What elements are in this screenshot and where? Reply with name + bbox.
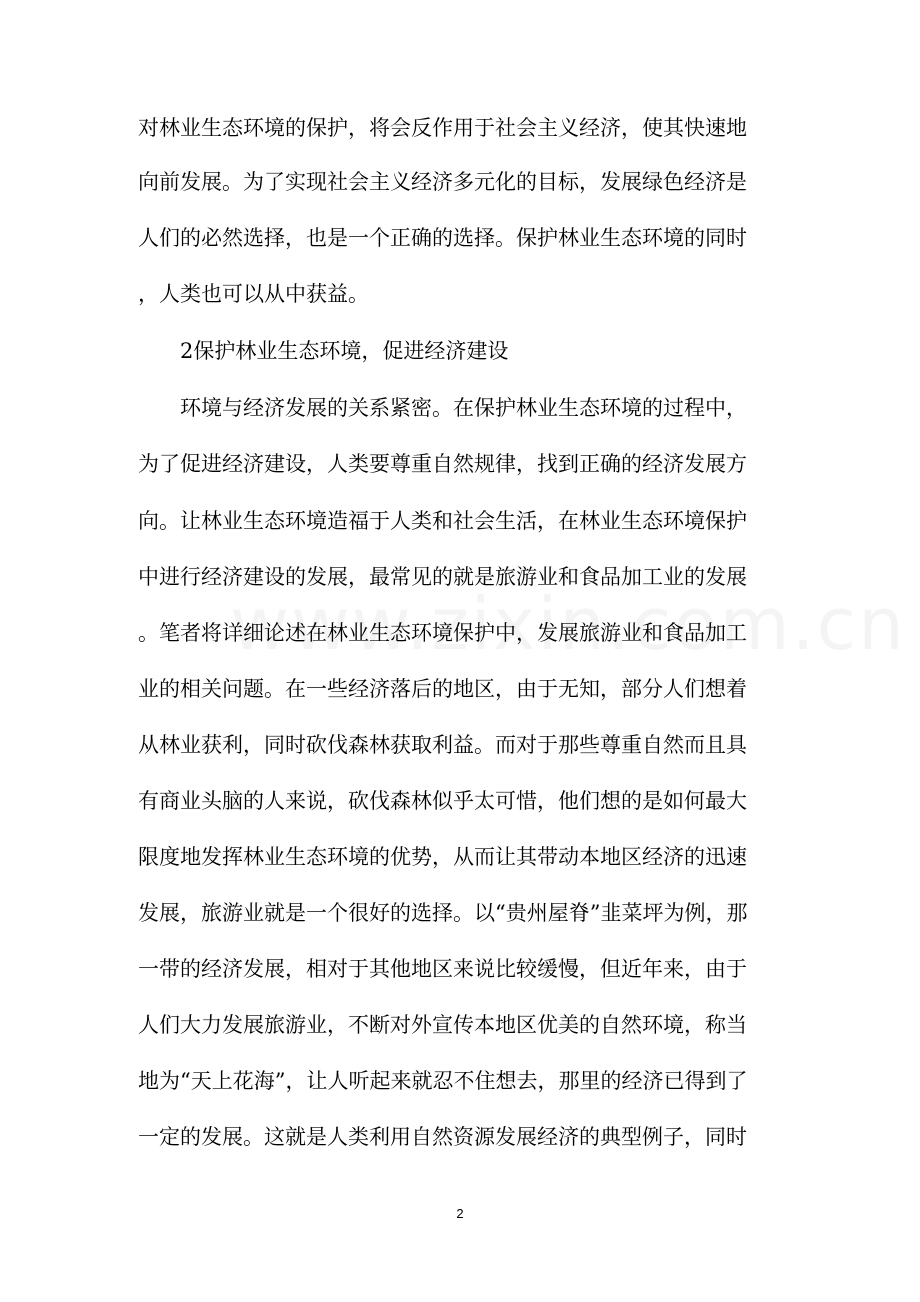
- text-line: 地为“天上花海”，让人听起来就忍不住想去，那里的经济已得到了: [138, 1069, 748, 1093]
- text-line: 中进行经济建设的发展，最常见的就是旅游业和食品加工业的发展: [138, 565, 747, 589]
- section-heading: 2保护林业生态环境，促进经济建设: [180, 339, 509, 363]
- text-line: 向。让林业生态环境造福于人类和社会生活，在林业生态环境保护: [138, 509, 747, 533]
- text-line: 人们的必然选择，也是一个正确的选择。保护林业生态环境的同时: [138, 226, 747, 250]
- text-line: 限度地发挥林业生态环境的优势，从而让其带动本地区经济的迅速: [138, 845, 747, 869]
- text-line: 人们大力发展旅游业，不断对外宣传本地区优美的自然环境，称当: [138, 1013, 747, 1037]
- text-line: 有商业头脑的人来说，砍伐森林似乎太可惜，他们想的是如何最大: [138, 789, 747, 813]
- text-line: 为了促进经济建设，人类要尊重自然规律，找到正确的经济发展方: [138, 452, 747, 476]
- text-line: 对林业生态环境的保护，将会反作用于社会主义经济，使其快速地: [138, 116, 747, 140]
- text-line: 。笔者将详细论述在林业生态环境保护中，发展旅游业和食品加工: [138, 621, 747, 645]
- page-number: 2: [456, 1206, 464, 1221]
- text-line: 发展，旅游业就是一个很好的选择。以“贵州屋脊”韭菜坪为例，那: [138, 901, 748, 925]
- text-line: 一带的经济发展，相对于其他地区来说比较缓慢，但近年来，由于: [138, 957, 747, 981]
- text-line: 一定的发展。这就是人类利用自然资源发展经济的典型例子，同时: [138, 1125, 747, 1149]
- text-line: 向前发展。为了实现社会主义经济多元化的目标，发展绿色经济是: [138, 170, 747, 194]
- text-line: 从林业获利，同时砍伐森林获取利益。而对于那些尊重自然而且具: [138, 733, 747, 757]
- text-line: ，人类也可以从中获益。: [138, 282, 369, 306]
- text-line: 环境与经济发展的关系紧密。在保护林业生态环境的过程中，: [180, 396, 747, 420]
- text-line: 业的相关问题。在一些经济落后的地区，由于无知，部分人们想着: [138, 677, 747, 701]
